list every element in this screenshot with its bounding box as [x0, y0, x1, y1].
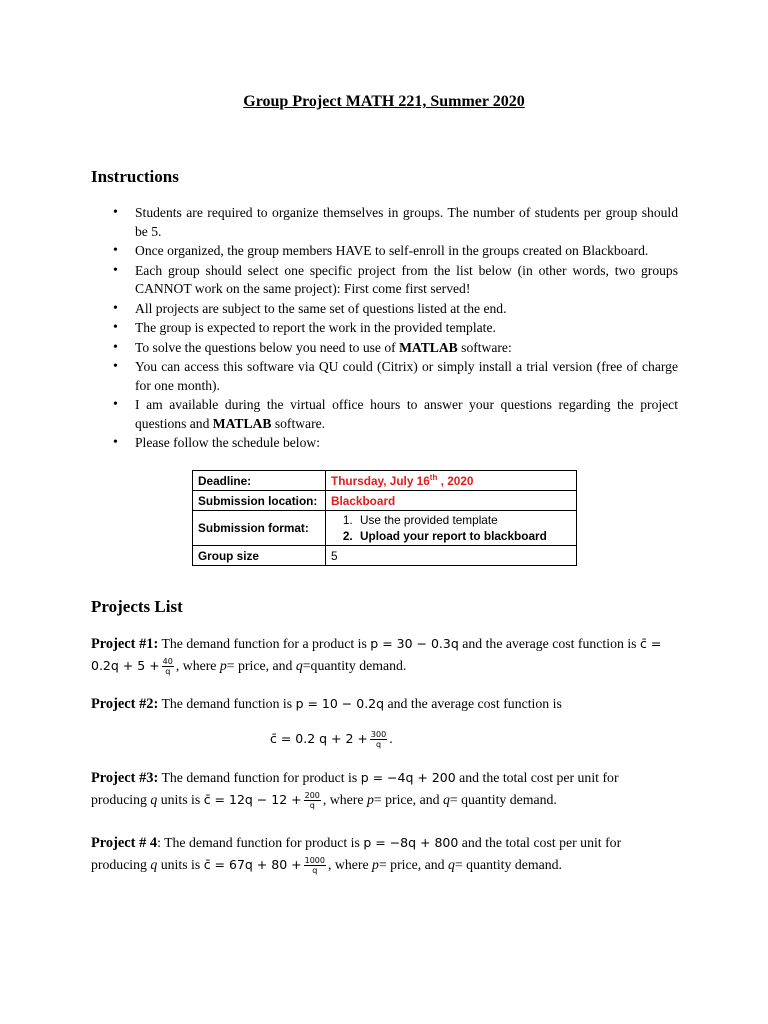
list-item: • The group is expected to report the work in the provided template.	[110, 319, 678, 338]
projects-heading: Projects List	[91, 597, 183, 616]
location-label: Submission location:	[193, 491, 326, 511]
project-3: Project #3: The demand function for product is p = −4q + 200 and the total cost per unit for producing q units is c̄ = 12q − 12 + $\frac{200}{q}$ , where p= price, and q= quantity demand.	[91, 770, 619, 811]
table-row	[193, 546, 577, 566]
list-item: 1. Use the provided template	[356, 512, 571, 528]
project-1: Project #1: The demand function for a product is p = 30 − 0.3q and the average cost function is c̄ = 0.2q + 5 + $\frac{40}{q}$ , where p= price, and q=quantity demand.	[91, 636, 662, 677]
table-row	[193, 491, 577, 511]
project-2-equation: c̄ = 0.2 q + 2 + $\frac{300}{q}$ .	[270, 730, 393, 750]
format-value	[326, 511, 577, 546]
group-size-value: 5	[326, 546, 577, 566]
list-item: • Once organized, the group members HAVE to self-enroll in the groups created on Blackboard.	[110, 242, 678, 261]
list-item: • You can access this software via QU could (Citrix) or simply install a trial version (free of charge for one month).	[110, 358, 678, 395]
fraction: $\frac{200}{q}$	[304, 791, 320, 811]
project-2: Project #2: The demand function is p = 10 − 0.2q and the average cost function is	[91, 696, 562, 712]
list-item: 2. Upload your report to blackboard	[356, 528, 571, 544]
list-item: • All projects are subject to the same set of questions listed at the end.	[110, 300, 678, 319]
list-item: • Students are required to organize themselves in groups. The number of students per group should be 5.	[110, 204, 678, 241]
page-title: Group Project MATH 221, Summer 2020	[243, 93, 525, 110]
group-size-label: Group size	[193, 546, 326, 566]
list-item: • I am available during the virtual office hours to answer your questions regarding the project questions and MATLAB software.	[110, 396, 678, 433]
schedule-table	[192, 470, 577, 566]
table-row	[193, 511, 577, 546]
list-item: • Please follow the schedule below:	[110, 434, 678, 453]
instructions-list	[110, 204, 678, 454]
instructions-heading: Instructions	[91, 167, 179, 186]
deadline-value: Thursday, July 16th , 2020	[326, 471, 577, 491]
project-4: Project # 4: The demand function for product is p = −8q + 800 and the total cost per unit for producing q units is c̄ = 67q + 80 + $\frac{1000}{q}$ , where p= price, and q= quantity demand.	[91, 835, 622, 876]
fraction: $\frac{1000}{q}$	[304, 856, 325, 876]
format-label: Submission format:	[193, 511, 326, 546]
deadline-label: Deadline:	[193, 471, 326, 491]
location-value: Blackboard	[326, 491, 577, 511]
list-item: • To solve the questions below you need to use of MATLAB software:	[110, 339, 678, 358]
fraction: $\frac{40}{q}$	[162, 657, 173, 677]
format-list	[331, 512, 571, 544]
list-item: • Each group should select one specific project from the list below (in other words, two groups CANNOT work on the same project): First come first served!	[110, 262, 678, 299]
table-row	[193, 471, 577, 491]
fraction: $\frac{300}{q}$	[370, 730, 387, 750]
